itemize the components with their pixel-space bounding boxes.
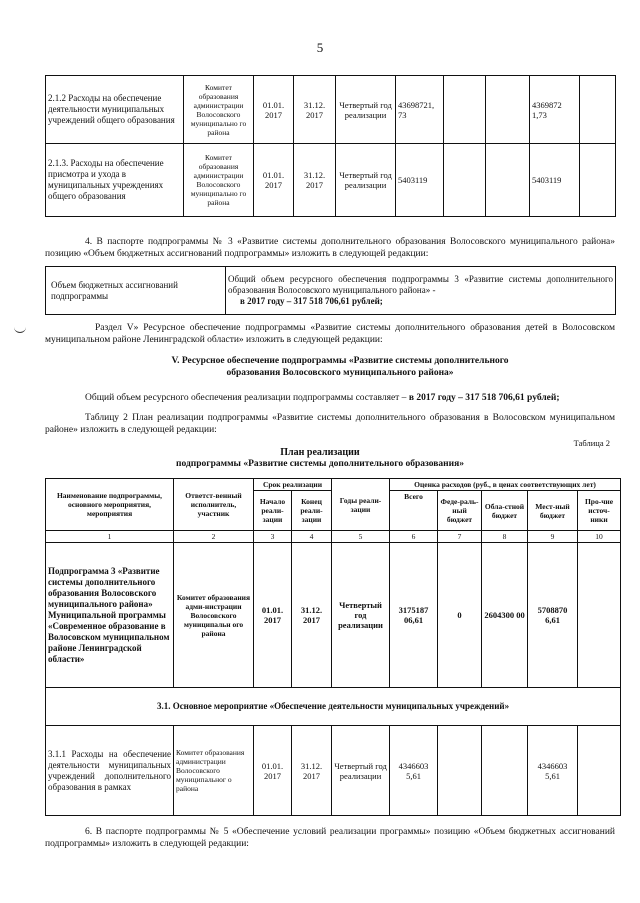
table-label: Таблица 2: [573, 438, 610, 448]
col-num: 8: [482, 531, 528, 543]
section-heading: V. Ресурсное обеспечение подпрограммы «Развитие системы дополнительного образования Волосовского муниципального района»: [171, 356, 509, 378]
header-reg: Обла-стной бюджет: [482, 491, 528, 531]
plan-title: План реализации: [280, 447, 360, 458]
col-num: 5: [332, 531, 390, 543]
col-num: 3: [254, 531, 292, 543]
row-name: 3.1.1 Расходы на обеспечение деятельности муниципальных учреждений дополнительного образования в рамках: [46, 726, 174, 816]
paragraph-6: 6. В паспорте подпрограммы № 5 «Обеспечение условий реализации программы» позицию «Объем бюджетных ассигнований подпрограммы» изложить в следующей редакции:: [45, 827, 615, 849]
table-row: [46, 543, 621, 688]
row-executor: Комитет образования администрации Волосовского муниципально го района: [184, 76, 254, 144]
row-other: [580, 76, 616, 144]
row-reg: [486, 144, 530, 217]
paragraph-section: Раздел V» Ресурсное обеспечение подпрограммы «Развитие системы дополнительного образования детей в Волосовском муниципальном районе Ленинградской области» изложить в следующей редакции:: [45, 323, 615, 345]
row-start: 01.01. 2017: [254, 543, 292, 688]
row-end: 31.12. 2017: [292, 543, 332, 688]
total-amount: в 2017 году – 317 518 706,61 рублей;: [408, 393, 560, 403]
row-local: 5708870 6,61: [528, 543, 578, 688]
row-start: 01.01. 2017: [254, 144, 294, 217]
section-row: [46, 688, 621, 726]
margin-mark: [14, 326, 26, 333]
paragraph-total: [45, 392, 615, 404]
header-name: Наименование подпрограммы, основного мероприятия, мероприятия: [46, 479, 174, 531]
header-cost: Оценка расходов (руб., в ценах соответствующих лет): [390, 479, 621, 491]
col-num: 6: [390, 531, 438, 543]
budget-box: [45, 266, 616, 315]
row-other: [578, 726, 621, 816]
row-years: Четвертый год реализации: [336, 144, 396, 217]
budget-box-label: Объем бюджетных ассигнований подпрограммы: [46, 267, 226, 315]
row-local: 5403119: [530, 144, 580, 217]
row-total: 5403119: [396, 144, 444, 217]
row-total: 3175187 06,61: [390, 543, 438, 688]
row-fed: [444, 144, 486, 217]
header-years: Годы реали-зации: [332, 479, 390, 531]
row-local: 4369872 1,73: [530, 76, 580, 144]
row-fed: [444, 76, 486, 144]
plan-subtitle: подпрограммы «Развитие системы дополнительного образования»: [176, 459, 464, 469]
paragraph-4: 4. В паспорте подпрограммы № 3 «Развитие системы дополнительного образования Волосовского муниципального района» позицию «Объем бюджетных ассигнований подпрограммы» изложить в следующей редакции:: [45, 237, 615, 259]
row-name: 2.1.3. Расходы на обеспечение присмотра и ухода в муниципальных учреждениях общего образования: [46, 144, 184, 217]
paragraph-table2: Таблицу 2 План реализации подпрограммы «Развитие системы дополнительного образования в Волосовском муниципальном районе» изложить в следующей редакции:: [45, 413, 615, 435]
col-num: 9: [528, 531, 578, 543]
header-other: Про-чие источ-ники: [578, 491, 621, 531]
header-end: Конец реали-зации: [292, 491, 332, 531]
row-reg: [486, 76, 530, 144]
row-executor: Комитет образования адми-нистрации Волосовского муниципальн ого района: [174, 543, 254, 688]
row-years: Четвертый год реализации: [336, 76, 396, 144]
page-number: 5: [316, 40, 324, 55]
row-total: 4346603 5,61: [390, 726, 438, 816]
row-end: 31.12. 2017: [294, 76, 336, 144]
row-name: Подпрограмма 3 «Развитие системы дополнительного образования Волосовского муниципального района» Муниципальной программы «Современное образование в Волосовском муниципальном районе Ленинградской области»: [46, 543, 174, 688]
table-row: [46, 76, 616, 144]
row-other: [578, 543, 621, 688]
row-fed: 0: [438, 543, 482, 688]
row-years: Четвертый год реализации: [332, 543, 390, 688]
budget-box-value: [226, 267, 616, 315]
row-reg: 2604300 00: [482, 543, 528, 688]
table-row: [46, 726, 621, 816]
header-executor: Ответст-венный исполнитель, участник: [174, 479, 254, 531]
row-executor: Комитет образования администрации Волосовского муниципальног о района: [174, 726, 254, 816]
col-num: 1: [46, 531, 174, 543]
continuation-table: [45, 75, 616, 217]
row-reg: [482, 726, 528, 816]
row-start: 01.01. 2017: [254, 76, 294, 144]
plan-table: [45, 478, 621, 816]
row-end: 31.12. 2017: [292, 726, 332, 816]
row-years: Четвертый год реализации: [332, 726, 390, 816]
budget-box-text: Общий объем ресурсного обеспечения подпрограммы 3 «Развитие системы дополнительного образования Волосовского муниципального района» -: [228, 274, 613, 295]
header-start: Начало реали-зации: [254, 491, 292, 531]
row-fed: [438, 726, 482, 816]
row-name: 2.1.2 Расходы на обеспечение деятельности муниципальных учреждений общего образования: [46, 76, 184, 144]
col-num: 4: [292, 531, 332, 543]
section-row-title: 3.1. Основное мероприятие «Обеспечение деятельности муниципальных учреждений»: [46, 688, 621, 726]
header-loc: Мест-ный бюджет: [528, 491, 578, 531]
header-term: Срок реализации: [254, 479, 332, 491]
header-fed: Феде-раль-ный бюджет: [438, 491, 482, 531]
row-executor: Комитет образования администрации Волосовского муниципально го района: [184, 144, 254, 217]
col-num: 10: [578, 531, 621, 543]
row-end: 31.12. 2017: [294, 144, 336, 217]
row-other: [580, 144, 616, 217]
row-start: 01.01. 2017: [254, 726, 292, 816]
col-num: 7: [438, 531, 482, 543]
total-text: Общий объем ресурсного обеспечения реализации подпрограммы составляет –: [85, 393, 407, 403]
row-local: 4346603 5,61: [528, 726, 578, 816]
row-total: 43698721, 73: [396, 76, 444, 144]
budget-box-amount: в 2017 году – 317 518 706,61 рублей;: [240, 296, 383, 306]
header-total: Всего: [390, 491, 438, 531]
col-num: 2: [174, 531, 254, 543]
table-row: [46, 144, 616, 217]
